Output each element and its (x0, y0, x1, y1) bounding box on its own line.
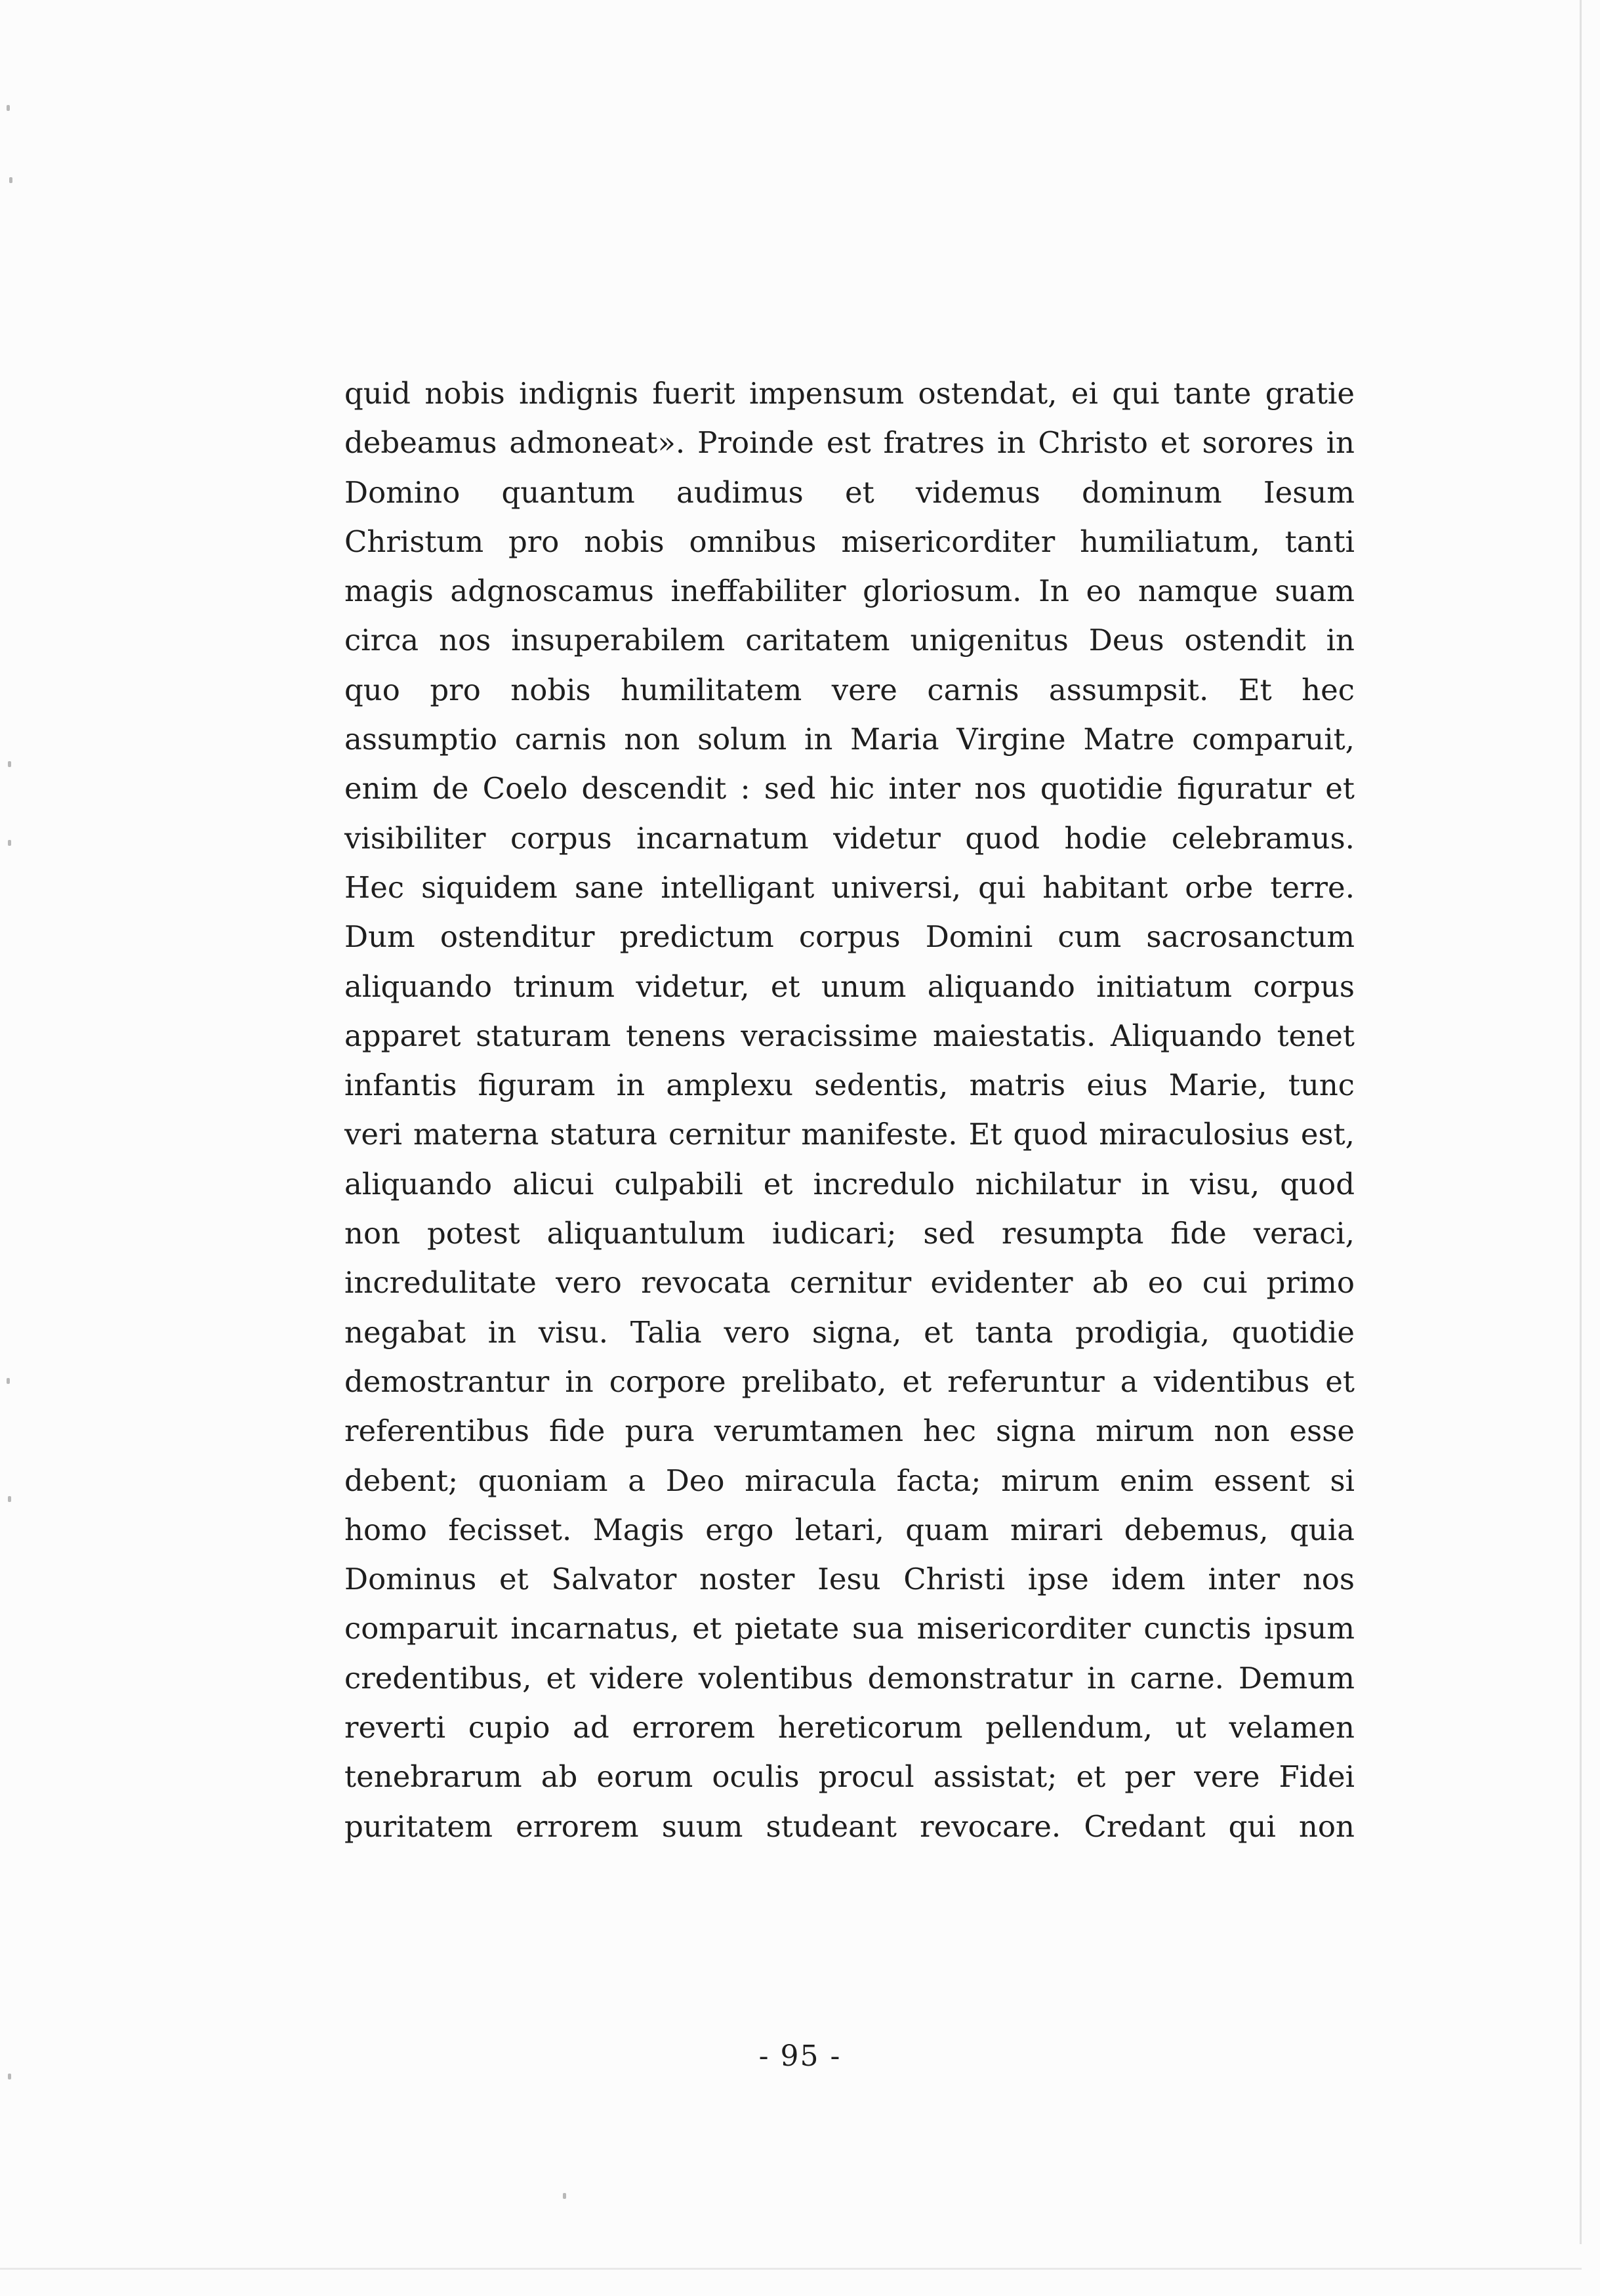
text-line: Dum ostenditur predictum corpus Domini cum sacrosanctum (344, 919, 1355, 955)
scan-speck (8, 2074, 11, 2079)
text-line: apparet staturam tenens veracissime maiestatis. Aliquando tenet (344, 1018, 1355, 1053)
text-line: puritatem errorem suum studeant revocare. Credant qui non (344, 1808, 1355, 1844)
text-line: aliquando alicui culpabili et incredulo nichilatur in visu, quod (344, 1166, 1355, 1201)
text-line: non potest aliquantulum iudicari; sed resumpta fide veraci, (344, 1216, 1355, 1251)
text-line: reverti cupio ad errorem hereticorum pellendum, ut velamen (344, 1710, 1355, 1745)
text-line: demostrantur in corpore prelibato, et referuntur a videntibus et (344, 1364, 1355, 1399)
text-line: negabat in visu. Talia vero signa, et tanta prodigia, quotidie (344, 1314, 1355, 1350)
page-edge-bottom (0, 2268, 1582, 2270)
text-line: Christum pro nobis omnibus misericorditer humiliatum, tanti (344, 524, 1355, 559)
text-line: aliquando trinum videtur, et unum aliquando initiatum corpus (344, 969, 1355, 1004)
text-line: Hec siquidem sane intelligant universi, qui habitant orbe terre. (344, 869, 1355, 905)
text-line: incredulitate vero revocata cernitur evidenter ab eo cui primo (344, 1265, 1355, 1301)
text-line: Dominus et Salvator noster Iesu Christi ipse idem inter nos (344, 1562, 1355, 1597)
text-line: referentibus fide pura verumtamen hec signa mirum non esse (344, 1413, 1355, 1449)
text-line: quid nobis indignis fuerit impensum ostendat, ei qui tante gratie (344, 376, 1355, 411)
text-line: homo fecisset. Magis ergo letari, quam mirari debemus, quia (344, 1512, 1355, 1547)
text-line: circa nos insuperabilem caritatem unigenitus Deus ostendit in (344, 623, 1355, 658)
scan-speck (8, 1496, 11, 1502)
text-line: comparuit incarnatus, et pietate sua misericorditer cunctis ipsum (344, 1611, 1355, 1646)
text-line: tenebrarum ab eorum oculis procul assistat; et per vere Fidei (344, 1759, 1355, 1795)
text-line: credentibus, et videre volentibus demonstratur in carne. Demum (344, 1660, 1355, 1696)
text-line: debent; quoniam a Deo miracula facta; mirum enim essent si (344, 1463, 1355, 1498)
scan-speck (7, 1378, 10, 1384)
page-edge-right (1580, 0, 1582, 2244)
text-line: assumptio carnis non solum in Maria Virgine Matre comparuit, (344, 722, 1355, 757)
text-line: enim de Coelo descendit : sed hic inter nos quotidie figuratur et (344, 771, 1355, 806)
text-line: visibiliter corpus incarnatum videtur quod hodie celebramus. (344, 820, 1355, 856)
scan-speck (7, 105, 10, 111)
text-line: quo pro nobis humilitatem vere carnis assumpsit. Et hec (344, 672, 1355, 707)
scan-speck (8, 761, 11, 767)
scan-speck (9, 177, 12, 183)
text-line: debeamus admoneat». Proinde est fratres in Christo et sorores in (344, 425, 1355, 461)
text-line: magis adgnoscamus ineffabiliter gloriosum. In eo namque suam (344, 574, 1355, 609)
scan-speck (563, 2193, 566, 2199)
text-line: veri materna statura cernitur manifeste. Et quod miraculosius est, (344, 1117, 1355, 1152)
text-line: Domino quantum audimus et videmus dominum Iesum (344, 474, 1355, 510)
body-text (344, 369, 1355, 1851)
scan-speck (8, 840, 11, 846)
text-line: infantis figuram in amplexu sedentis, matris eius Marie, tunc (344, 1068, 1355, 1103)
page-number: - 95 - (758, 2039, 842, 2073)
